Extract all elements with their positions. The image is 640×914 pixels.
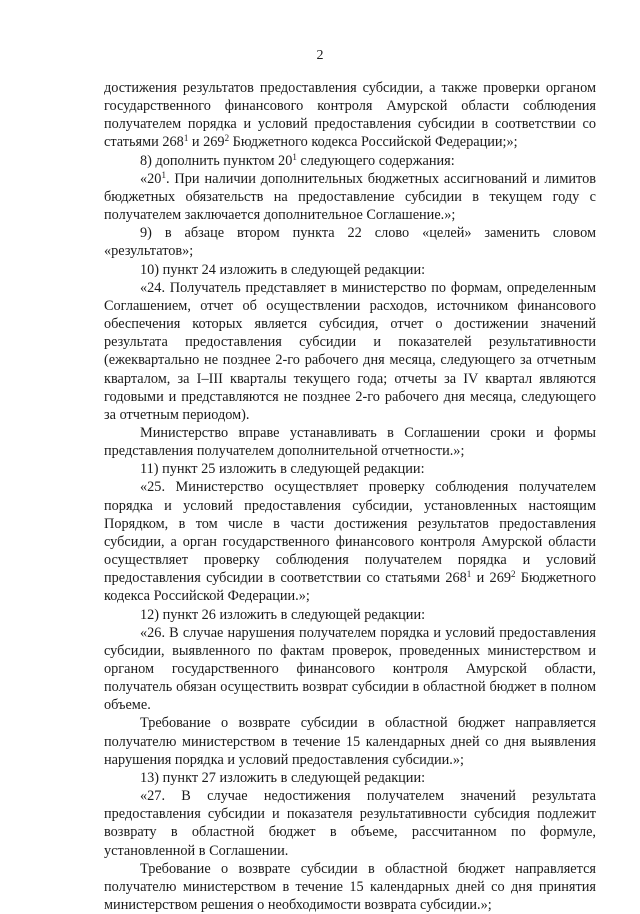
paragraph: 12) пункт 26 изложить в следующей редакции: bbox=[140, 606, 426, 623]
document-body bbox=[104, 79, 596, 914]
paragraph: «$20^1$. При наличии дополнительных бюджетных ассигнований и лимитов бюджетных обязательств на предоставление субсидии в текущем году с получателем заключается дополнительное Соглашение.»; bbox=[104, 169, 596, 224]
paragraph: 11) пункт 25 изложить в следующей редакции: bbox=[140, 461, 425, 478]
paragraph: 13) пункт 27 изложить в следующей редакции: bbox=[140, 769, 426, 786]
paragraph: «26. В случае нарушения получателем порядка и условий предоставления субсидии, выявленного по фактам проверок, проведенных министерством и органом государственного финансового контроля Амурской области, получатель обязан осуществить возврат субсидии в областной бюджет в полном объеме. bbox=[104, 624, 596, 714]
paragraph: Требование о возврате субсидии в областной бюджет направляется получателю министерством в течение 15 календарных дней со дня принятия министерством решения о необходимости возврата субсидии.»; bbox=[104, 860, 596, 914]
page-number: 2 bbox=[316, 48, 324, 63]
paragraph: 9) в абзаце втором пункта 22 слово «целей» заменить словом «результатов»; bbox=[104, 225, 596, 260]
paragraph: 8) дополнить пунктом $20^1$ следующего содержания: bbox=[140, 151, 455, 169]
paragraph: Требование о возврате субсидии в областной бюджет направляется получателю министерством в течение 15 календарных дней со дня выявления нарушения порядка и условий предоставления субсидии.»; bbox=[104, 715, 596, 768]
paragraph: «27. В случае недостижения получателем значений результата предоставления субсидии и показателя результативности субсидия подлежит возврату в областной бюджет в объеме, рассчитанном по формуле, установленной в Соглашении. bbox=[104, 788, 596, 859]
paragraph: достижения результатов предоставления субсидии, а также проверки органом государственного финансового контроля Амурской области соблюдения получателем порядка и условий предоставления субсидии в соответствии со статьями $268^1$ и $269^2$ Бюджетного кодекса Российской Федерации;»; bbox=[104, 80, 596, 151]
paragraph: 10) пункт 24 изложить в следующей редакции: bbox=[140, 261, 426, 278]
paragraph: «25. Министерство осуществляет проверку соблюдения получателем порядка и условий предоставления субсидии, установленных настоящим Порядком, в том числе в части достижения результатов предоставления субсидии, а орган государственного финансового контроля Амурской области осуществляет проверку соблюдения получателем порядка и условий предоставления субсидии в соответствии со статьями $268^1$ и $269^2$ Бюджетного кодекса Российской Федерации.»; bbox=[104, 479, 596, 605]
paragraph: Министерство вправе устанавливать в Соглашении сроки и формы представления получателем дополнительной отчетности.»; bbox=[104, 424, 596, 460]
paragraph: «24. Получатель представляет в министерство по формам, определенным Соглашением, отчет об осуществлении расходов, источником финансового обеспечения которых является субсидия, отчет о достижении значений результата предоставления субсидии и показателей результативности (ежеквартально не позднее 2-го рабочего дня месяца, следующего за отчетным кварталом, за I–III кварталы текущего года; отчеты за IV квартал являются годовыми и представляются не позднее 2-го рабочего дня месяца, следующего за отчетным периодом). bbox=[104, 279, 596, 423]
